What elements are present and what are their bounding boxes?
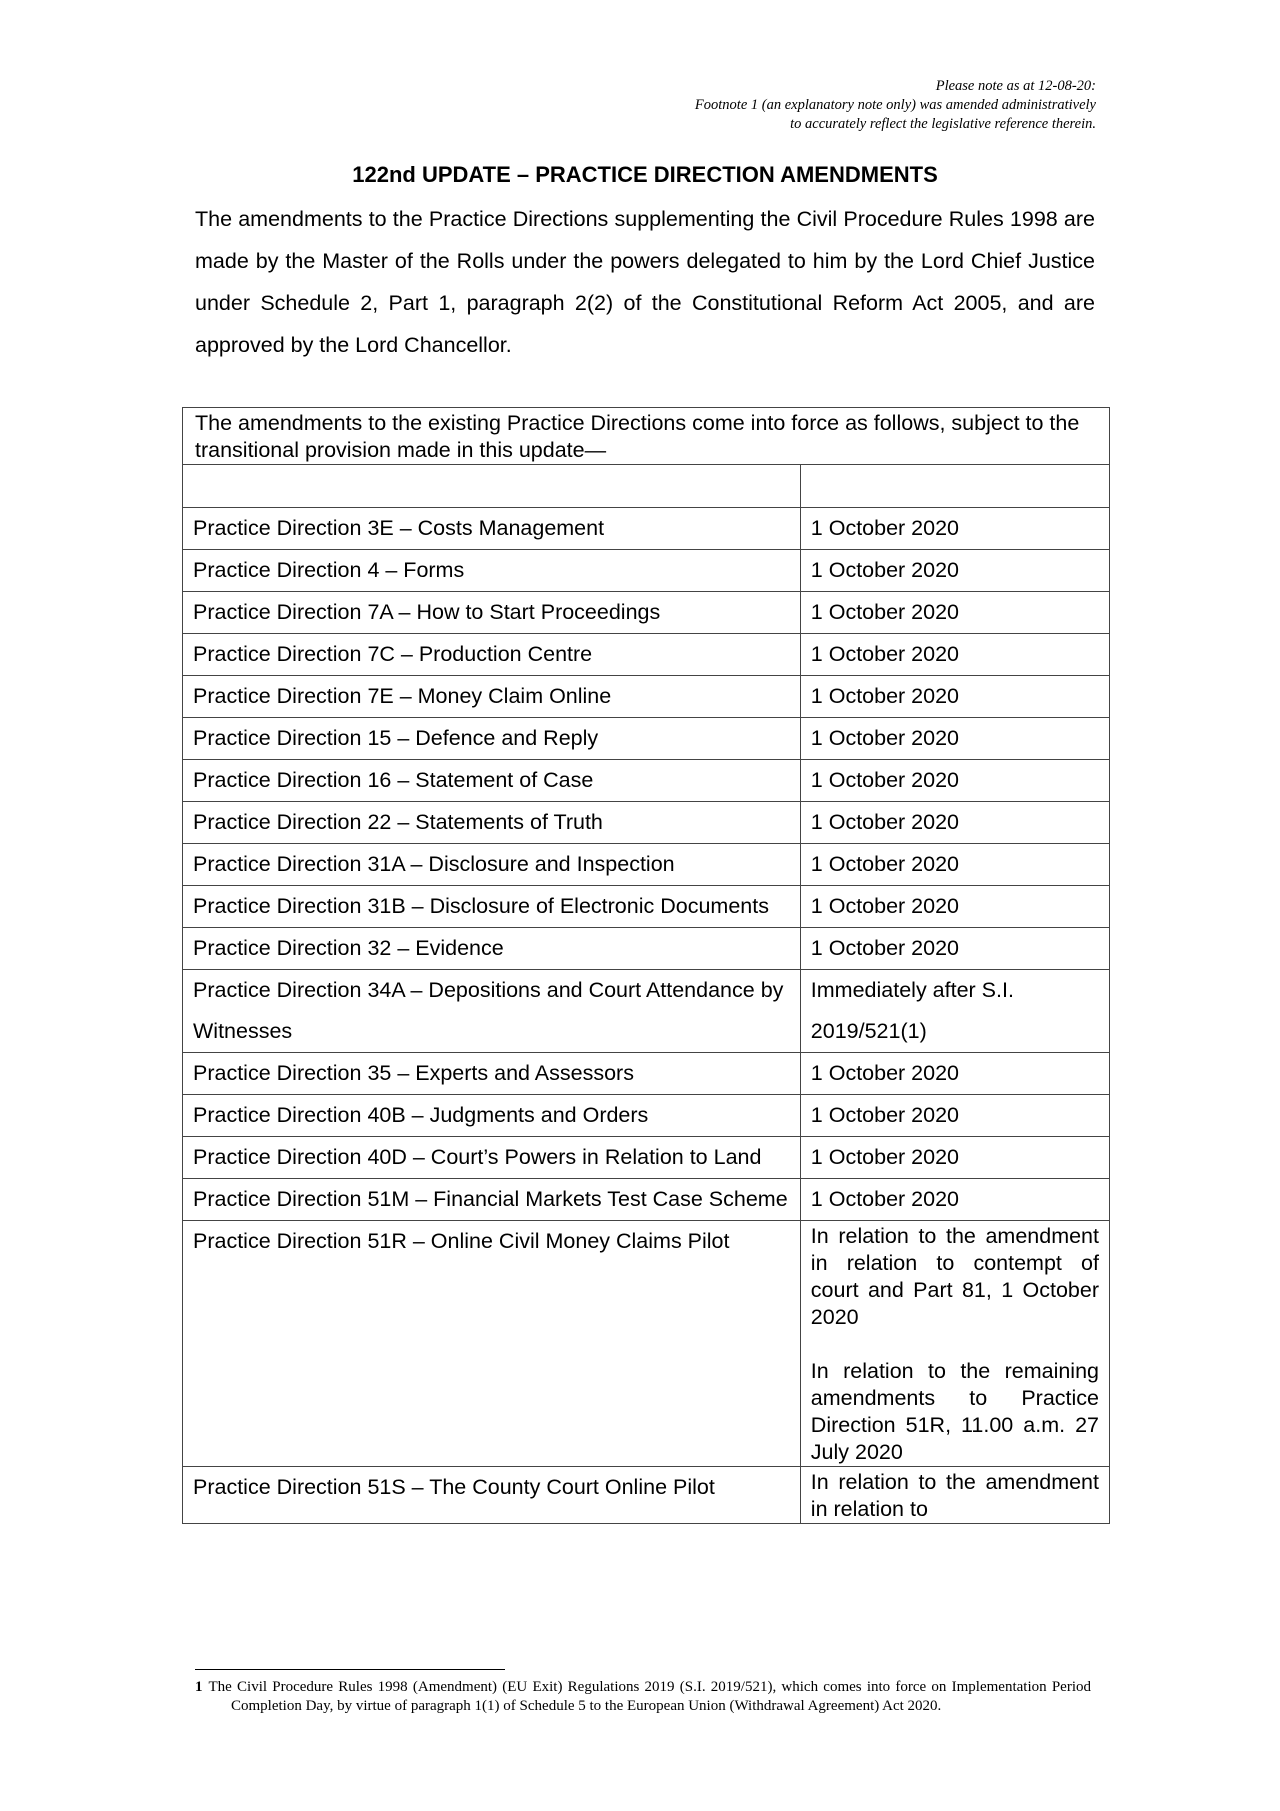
- practice-direction-name: Practice Direction 51R – Online Civil Money Claims Pilot: [183, 1221, 801, 1467]
- commencement-date: [800, 1221, 1109, 1467]
- table-row: [183, 1137, 1110, 1179]
- table-row: [183, 508, 1110, 550]
- intro-paragraph: The amendments to the Practice Directions supplementing the Civil Procedure Rules 1998 are made by the Master of the Rolls under the powers delegated to him by the Lord Chief Justice under Schedule 2, Part 1, paragraph 2(2) of the Constitutional Reform Act 2005, and are approved by the Lord Chancellor.: [195, 207, 1095, 357]
- commencement-date-text: 1 October 2020: [810, 684, 960, 708]
- commencement-date: [800, 802, 1109, 844]
- practice-direction-name: Practice Direction 40D – Court’s Powers in Relation to Land: [183, 1137, 801, 1179]
- commencement-date: [800, 1179, 1109, 1221]
- commencement-date: [800, 676, 1109, 718]
- commencement-date-text: 1 October 2020: [810, 1061, 960, 1085]
- commencement-date-text: 1 October 2020: [810, 894, 960, 918]
- commencement-date: [800, 1137, 1109, 1179]
- commencement-date-text: 1 October 2020: [810, 726, 960, 750]
- date-paragraph: In relation to the amendment in relation to: [810, 1470, 1099, 1521]
- table-row: [183, 592, 1110, 634]
- commencement-date-text: 1 October 2020: [810, 1187, 960, 1211]
- commencement-date-text: 1 October 2020: [810, 936, 960, 960]
- table-row: [183, 928, 1110, 970]
- table-row: [183, 550, 1110, 592]
- commencement-date-text: 1 October 2020: [810, 1145, 960, 1169]
- commencement-date: [800, 634, 1109, 676]
- note-line-1: Please note as at 12-08-20:: [935, 78, 1096, 94]
- table-row: [183, 1467, 1110, 1524]
- table-row: [183, 970, 1110, 1053]
- table-blank-row: [183, 465, 1110, 508]
- commencement-date-text: 1 October 2020: [810, 516, 960, 540]
- commencement-date: [800, 760, 1109, 802]
- table-header-cell: The amendments to the existing Practice Directions come into force as follows, subject to the transitional provision made in this update—: [183, 408, 1110, 465]
- table-row: [183, 886, 1110, 928]
- amendments-table: [182, 407, 1110, 1524]
- commencement-date: [800, 970, 1109, 1053]
- practice-direction-name: Practice Direction 7C – Production Centre: [183, 634, 801, 676]
- table-row: [183, 802, 1110, 844]
- practice-direction-name: Practice Direction 31B – Disclosure of Electronic Documents: [183, 886, 801, 928]
- practice-direction-name: Practice Direction 32 – Evidence: [183, 928, 801, 970]
- note-line-2: Footnote 1 (an explanatory note only) was amended administratively: [694, 97, 1096, 113]
- practice-direction-name: Practice Direction 35 – Experts and Assessors: [183, 1053, 801, 1095]
- practice-direction-name: Practice Direction 7E – Money Claim Online: [183, 676, 801, 718]
- commencement-date: [800, 1467, 1109, 1524]
- commencement-date: [800, 928, 1109, 970]
- commencement-date-text: 1 October 2020: [810, 852, 960, 876]
- footnote: [195, 1678, 1091, 1716]
- commencement-date-text: 1 October 2020: [810, 642, 960, 666]
- commencement-date-text: 1 October 2020: [810, 600, 960, 624]
- blank-cell: [183, 465, 801, 508]
- practice-direction-name: Practice Direction 7A – How to Start Proceedings: [183, 592, 801, 634]
- practice-direction-name: Practice Direction 22 – Statements of Truth: [183, 802, 801, 844]
- practice-direction-name: Practice Direction 4 – Forms: [183, 550, 801, 592]
- footnote-number: 1: [195, 1679, 203, 1695]
- commencement-date: [800, 550, 1109, 592]
- commencement-date: [800, 718, 1109, 760]
- commencement-date: [800, 844, 1109, 886]
- table-row: [183, 1221, 1110, 1467]
- administrative-note: [536, 77, 1096, 134]
- page-title: 122nd UPDATE – PRACTICE DIRECTION AMENDMENTS: [352, 162, 938, 187]
- practice-direction-name: Practice Direction 40B – Judgments and Orders: [183, 1095, 801, 1137]
- commencement-date-text: 1 October 2020: [810, 558, 960, 582]
- practice-direction-name: Practice Direction 3E – Costs Management: [183, 508, 801, 550]
- practice-direction-name: Practice Direction 34A – Depositions and Court Attendance by Witnesses: [183, 970, 801, 1053]
- footnote-reference[interactable]: (1): [900, 1019, 927, 1043]
- practice-direction-name: Practice Direction 15 – Defence and Reply: [183, 718, 801, 760]
- table-row: [183, 760, 1110, 802]
- commencement-date: [800, 508, 1109, 550]
- date-paragraph: In relation to the amendment in relation to contempt of court and Part 81, 1 October 2020: [810, 1224, 1099, 1329]
- commencement-date: [800, 1095, 1109, 1137]
- commencement-date: [800, 592, 1109, 634]
- commencement-date: [800, 1053, 1109, 1095]
- note-line-3: to accurately reflect the legislative reference therein.: [790, 116, 1096, 132]
- practice-direction-name: Practice Direction 51M – Financial Markets Test Case Scheme: [183, 1179, 801, 1221]
- commencement-date-text: Immediately after S.I. 2019/521: [810, 978, 1014, 1043]
- footnote-text: The Civil Procedure Rules 1998 (Amendment) (EU Exit) Regulations 2019 (S.I. 2019/521), which comes into force on Implementation Period Completion Day, by virtue of paragraph 1(1) of Schedule 5 to the European Union (Withdrawal Agreement) Act 2020.: [208, 1679, 1091, 1714]
- table-row: [183, 844, 1110, 886]
- table-row: [183, 718, 1110, 760]
- footnote-separator: [195, 1669, 505, 1670]
- commencement-date-text: 1 October 2020: [810, 768, 960, 792]
- commencement-date-text: 1 October 2020: [810, 810, 960, 834]
- table-row: [183, 1095, 1110, 1137]
- commencement-date-text: 1 October 2020: [810, 1103, 960, 1127]
- commencement-date: [800, 886, 1109, 928]
- date-paragraph: In relation to the remaining amendments to Practice Direction 51R, 11.00 a.m. 27 July 2020: [810, 1359, 1099, 1464]
- practice-direction-name: Practice Direction 16 – Statement of Case: [183, 760, 801, 802]
- table-row: [183, 634, 1110, 676]
- practice-direction-name: Practice Direction 31A – Disclosure and Inspection: [183, 844, 801, 886]
- practice-direction-name: Practice Direction 51S – The County Court Online Pilot: [183, 1467, 801, 1524]
- blank-cell: [800, 465, 1109, 508]
- table-row: [183, 1179, 1110, 1221]
- table-row: [183, 1053, 1110, 1095]
- table-header-row: [183, 408, 1110, 465]
- table-row: [183, 676, 1110, 718]
